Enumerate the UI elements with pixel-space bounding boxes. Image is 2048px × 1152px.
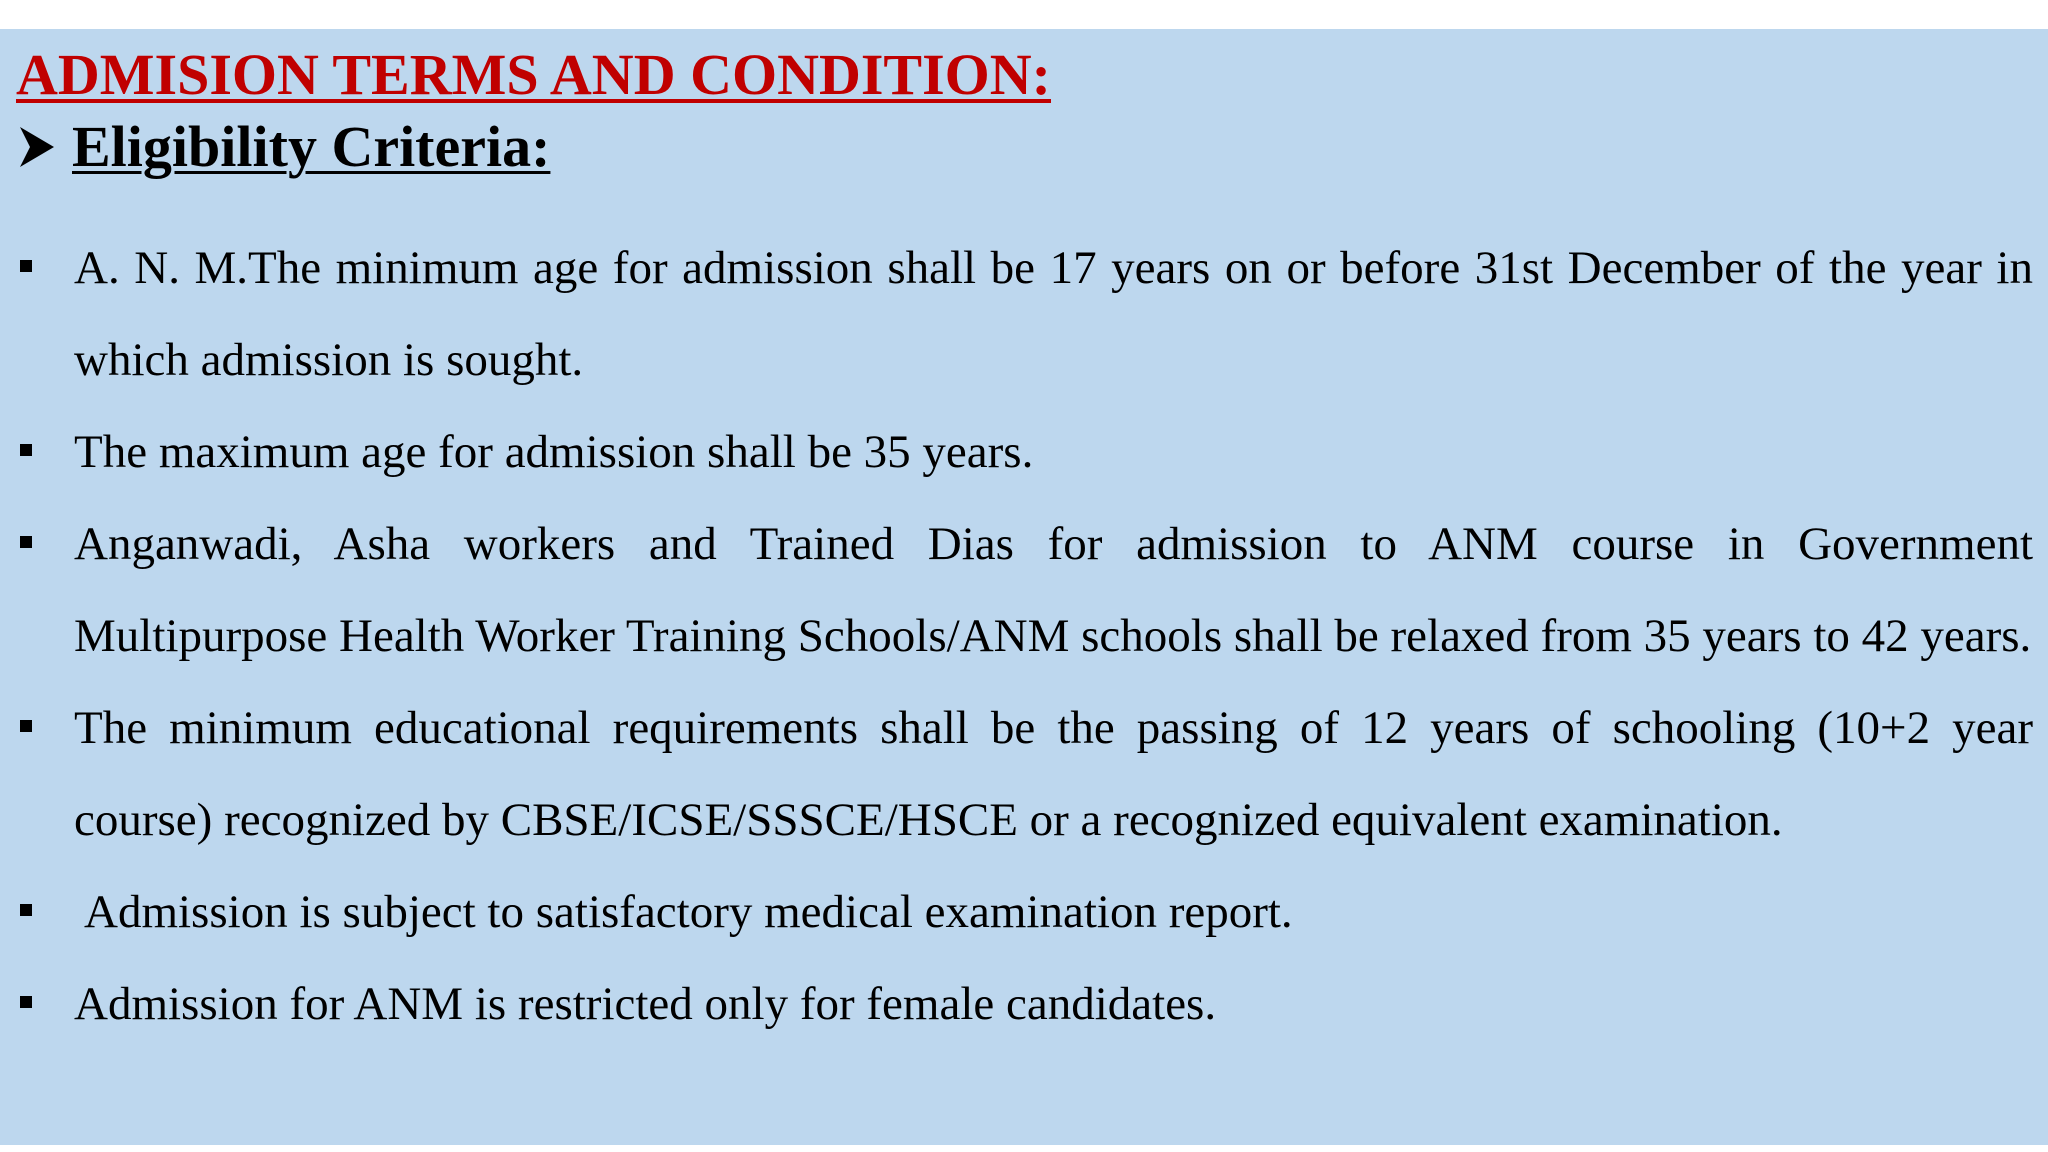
list-item-text: Anganwadi, Asha workers and Trained Dias for admission to ANM course in Government Multipurpose Health Worker Training Schools/ANM schools shall be relaxed from 35 years to 42 years. bbox=[74, 518, 2033, 662]
square-bullet-icon bbox=[20, 996, 32, 1008]
list-item bbox=[0, 958, 2048, 1050]
slide bbox=[0, 29, 2048, 1145]
list-item bbox=[0, 682, 2048, 866]
list-item bbox=[0, 406, 2048, 498]
criteria-list bbox=[0, 222, 2048, 1050]
square-bullet-icon bbox=[20, 444, 32, 456]
arrow-bullet-icon bbox=[18, 125, 56, 169]
square-bullet-icon bbox=[20, 536, 32, 548]
list-item bbox=[0, 498, 2048, 682]
square-bullet-icon bbox=[20, 260, 32, 272]
eligibility-heading-label: Eligibility Criteria: bbox=[72, 114, 551, 179]
list-item-text: The maximum age for admission shall be 35 years. bbox=[74, 426, 1034, 478]
square-bullet-icon bbox=[20, 904, 32, 916]
list-item bbox=[0, 222, 2048, 406]
slide-title: ADMISION TERMS AND CONDITION: bbox=[16, 42, 1051, 107]
list-item-text: A. N. M.The minimum age for admission shall be 17 years on or before 31st December of the year in which admission is sought. bbox=[74, 242, 2033, 386]
list-item bbox=[0, 866, 2048, 958]
list-item-text: The minimum educational requirements shall be the passing of 12 years of schooling (10+2 year course) recognized by CBSE/ICSE/SSSCE/HSCE or a recognized equivalent examination. bbox=[74, 702, 2033, 846]
square-bullet-icon bbox=[20, 720, 32, 732]
list-item-text: Admission for ANM is restricted only for female candidates. bbox=[74, 978, 1217, 1030]
eligibility-heading bbox=[18, 115, 550, 179]
list-item-text: Admission is subject to satisfactory medical examination report. bbox=[84, 886, 1293, 938]
